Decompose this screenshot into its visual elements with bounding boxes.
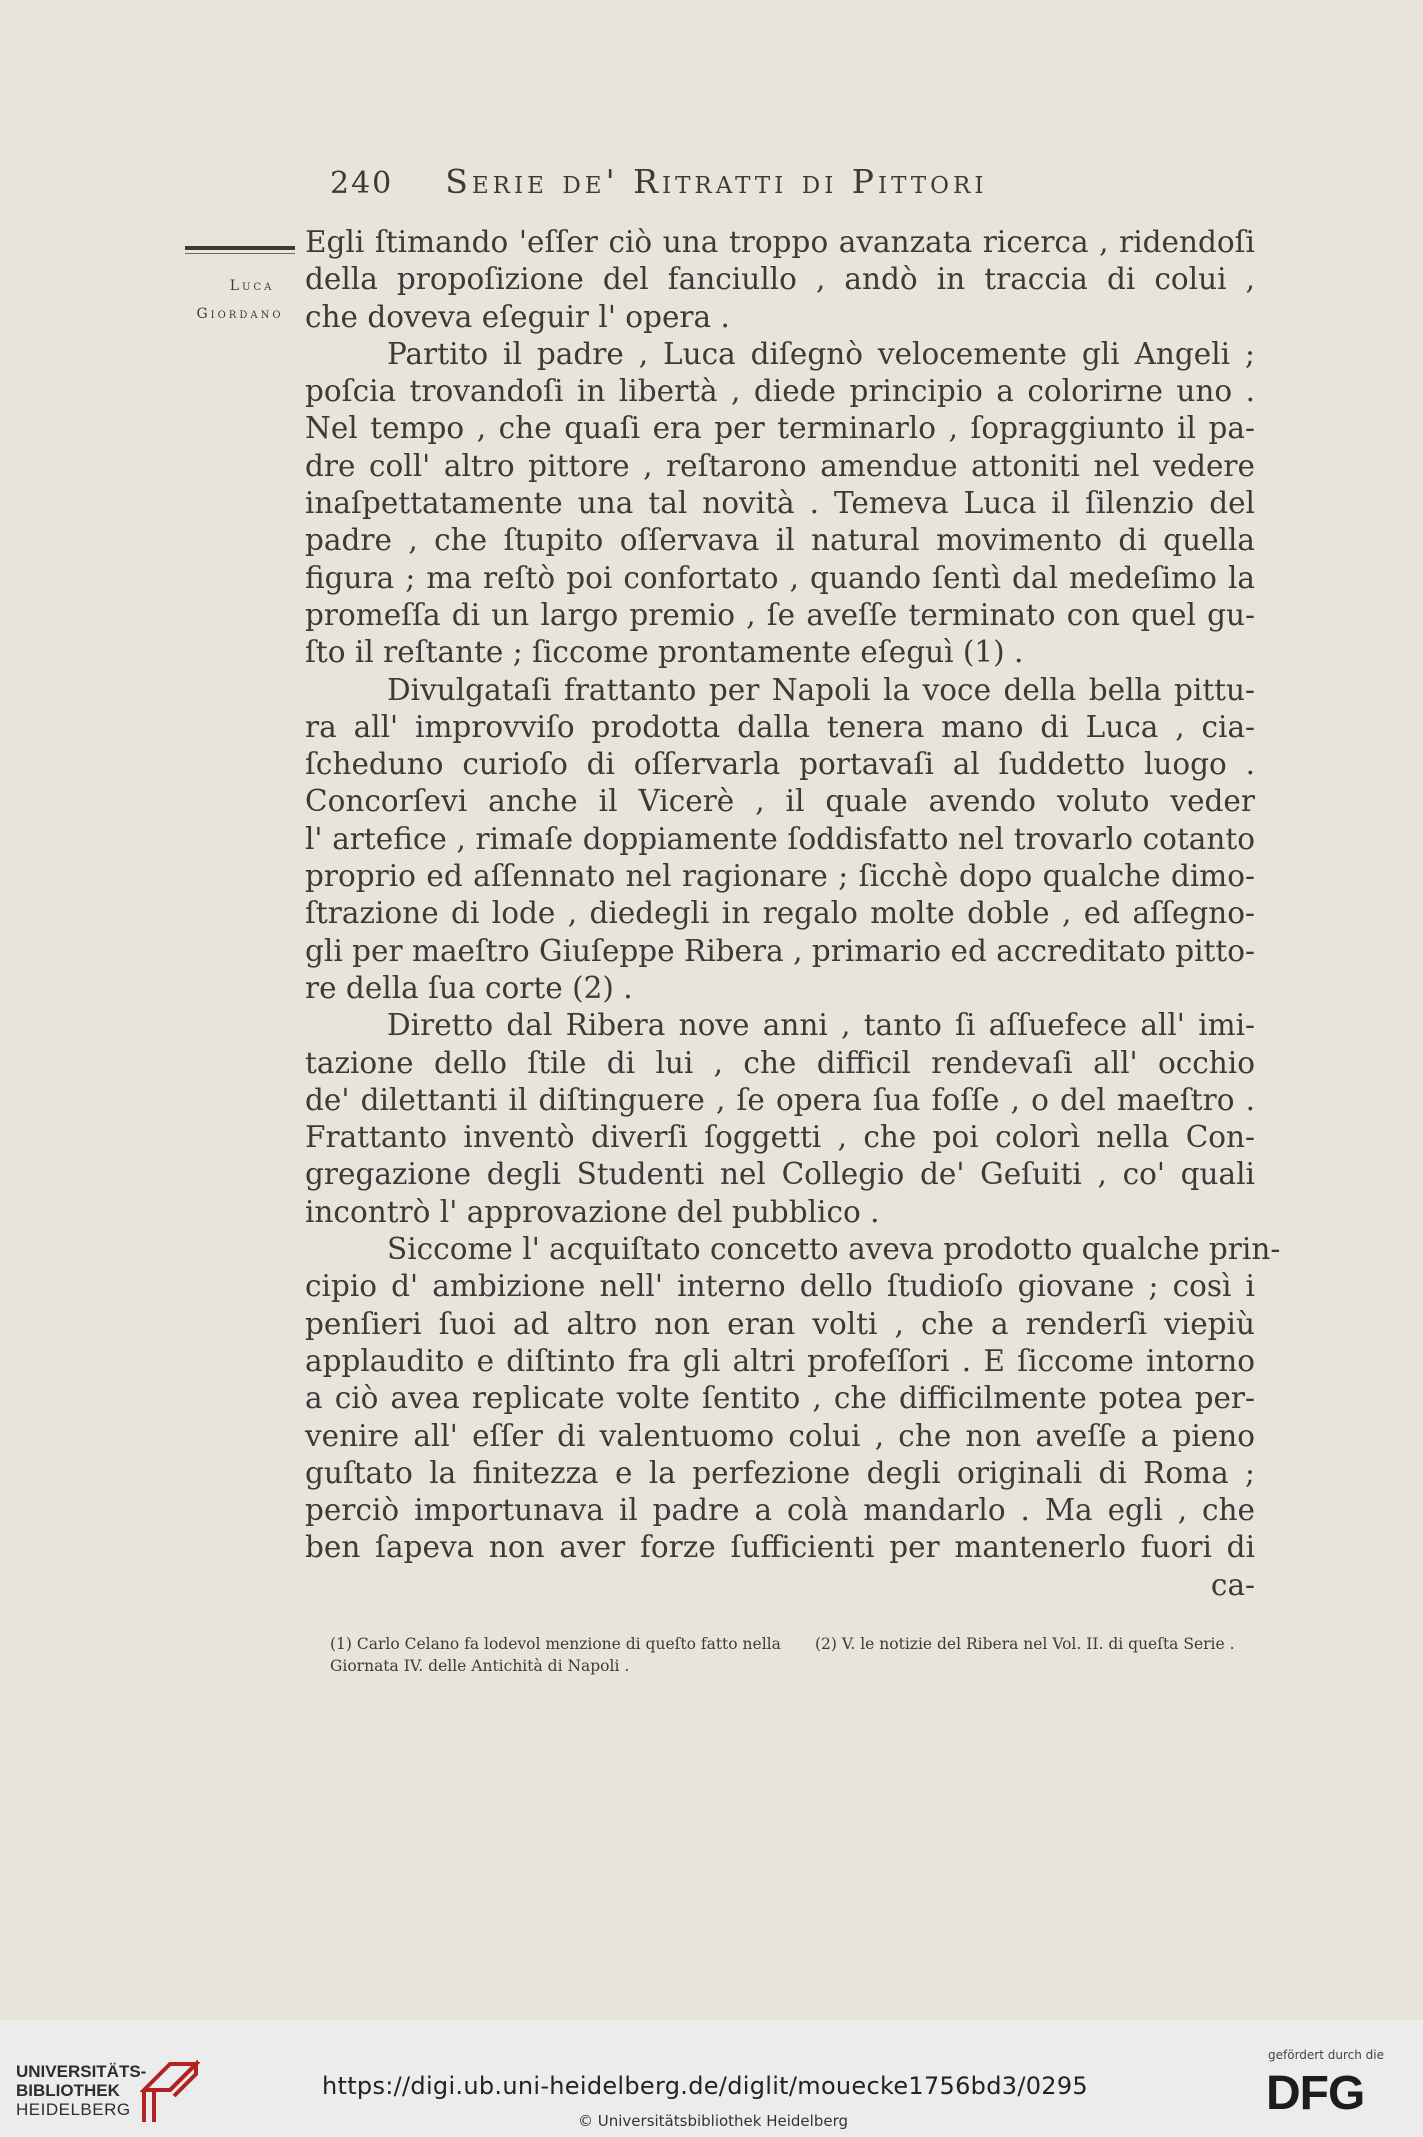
text-line: applaudito e diſtinto fra gli altri profeſſori . E ſiccome intorno: [305, 1343, 1255, 1378]
text-line: ra all' improvviſo prodotta dalla tenera mano di Luca , cia-: [305, 709, 1255, 744]
dfg-logo[interactable]: DFG: [1266, 2067, 1365, 2120]
footnote-2: (2) V. le notizie del Ribera nel Vol. II. di queſta Serie .: [815, 1635, 1235, 1653]
text-line: tazione dello ſtile di lui , che difficil rendevaſi all' occhio: [305, 1045, 1255, 1080]
page-number: 240: [330, 166, 394, 201]
text-line: Concorſevi anche il Vicerè , il quale avendo voluto veder: [305, 784, 1255, 819]
catchword: ca-: [1210, 1567, 1255, 1602]
copyright-notice: © Universitätsbibliothek Heidelberg: [578, 2112, 849, 2130]
text-line: penſieri ſuoi ad altro non eran volti , che a renderſi viepiù: [305, 1306, 1255, 1341]
text-line: ſcheduno curioſo di oſſervarla portavaſi al ſuddetto luogo .: [305, 747, 1255, 782]
text-line: Siccome l' acquiſtato concetto aveva prodotto qualche prin-: [387, 1232, 1281, 1267]
library-name-line2: BIBLIOTHEK: [16, 2081, 120, 2100]
sidebar-rule: [185, 246, 295, 250]
text-line: venire all' eſſer di valentuomo colui , che non aveſſe a pieno: [305, 1418, 1255, 1453]
text-line: poſcia trovandoſi in libertà , diede principio a colorirne uno .: [305, 374, 1255, 409]
text-line: proprio ed aſſennato nel ragionare ; ſicchè dopo qualche dimo-: [305, 859, 1255, 894]
margin-note-last-name: Giordano: [196, 306, 284, 322]
running-title: Serie de' Ritratti di Pittori: [445, 162, 988, 201]
text-line: ſtrazione di lode , diedegli in regalo molte doble , ed aſſegno-: [305, 896, 1255, 931]
text-line: inaſpettatamente una tal novità . Temeva Luca il ſilenzio del: [305, 486, 1255, 521]
library-logo-icon: [140, 2060, 200, 2130]
footnotes: [330, 1633, 1255, 1677]
text-line: Nel tempo , che quaſi era per terminarlo , ſopraggiunto il pa-: [305, 411, 1255, 446]
funder-label: gefördert durch die: [1268, 2048, 1384, 2062]
text-line: ben ſapeva non aver forze ſufficienti per mantenerlo fuori di: [305, 1530, 1255, 1565]
text-line: Egli ſtimando 'eſſer ciò una troppo avanzata ricerca , ridendoſi: [305, 225, 1255, 259]
text-line: ſto il reſtante ; ſiccome prontamente eſeguì (1) .: [305, 635, 1024, 670]
text-line: incontrò l' approvazione del pubblico .: [305, 1194, 880, 1229]
text-line: figura ; ma reſtò poi confortato , quando ſentì dal medeſimo la: [305, 560, 1255, 595]
margin-note-first-name: Luca: [229, 278, 275, 294]
footnote-1: (1) Carlo Celano fa lodevol menzione di queſto fatto nella Giornata IV. delle Antichità di Napoli .: [330, 1635, 781, 1675]
text-line: Diretto dal Ribera nove anni , tanto ſi aſſuefece all' imi-: [387, 1008, 1255, 1043]
text-line: l' artefice , rimaſe doppiamente ſoddisfatto nel trovarlo cotanto: [305, 821, 1255, 856]
text-line: perciò importunava il padre a colà mandarlo . Ma egli , che: [305, 1493, 1255, 1528]
text-line: Partito il padre , Luca diſegnò velocemente gli Angeli ;: [387, 336, 1255, 371]
text-line: de' dilettanti il diſtinguere , ſe opera ſua foſſe , o del maeſtro .: [305, 1082, 1255, 1117]
library-logo-text[interactable]: [16, 2062, 146, 2119]
page-header: [330, 162, 1150, 201]
text-line: gli per maeſtro Giuſeppe Ribera , primario ed accreditato pitto-: [305, 933, 1255, 968]
text-line: Frattanto inventò diverſi ſoggetti , che poi colorì nella Con-: [305, 1120, 1255, 1155]
text-line: promeſſa di un largo premio , ſe aveſſe terminato con quel gu-: [305, 597, 1255, 632]
margin-note: [180, 272, 300, 328]
library-name-line1: UNIVERSITÄTS-: [16, 2062, 147, 2081]
text-line: padre , che ſtupito oſſervava il natural movimento di quella: [305, 523, 1255, 558]
text-line: re della ſua corte (2) .: [305, 970, 633, 1005]
body-text: [305, 224, 1281, 1604]
text-line: della propoſizione del fanciullo , andò in traccia di colui ,: [305, 262, 1255, 297]
sidebar-rule-thin: [185, 253, 295, 254]
text-line: che doveva eſeguir l' opera .: [305, 299, 730, 334]
text-line: Divulgataſi frattanto per Napoli la voce della bella pittu-: [387, 672, 1255, 707]
text-line: a ciò avea replicate volte ſentito , che difficilmente potea per-: [305, 1381, 1255, 1416]
text-line: dre coll' altro pittore , reſtarono amendue attoniti nel vedere: [305, 448, 1255, 483]
text-line: cipio d' ambizione nell' interno dello ſtudioſo giovane ; così i: [305, 1269, 1255, 1304]
permalink-url[interactable]: https://digi.ub.uni-heidelberg.de/diglit/mouecke1756bd3/0295: [322, 2072, 1088, 2100]
library-name-line3: HEIDELBERG: [16, 2100, 131, 2119]
text-line: guſtato la finitezza e la perfezione degli originali di Roma ;: [305, 1455, 1255, 1490]
viewer-footer: [0, 2020, 1423, 2137]
text-line: gregazione degli Studenti nel Collegio de' Geſuiti , co' quali: [305, 1157, 1255, 1192]
